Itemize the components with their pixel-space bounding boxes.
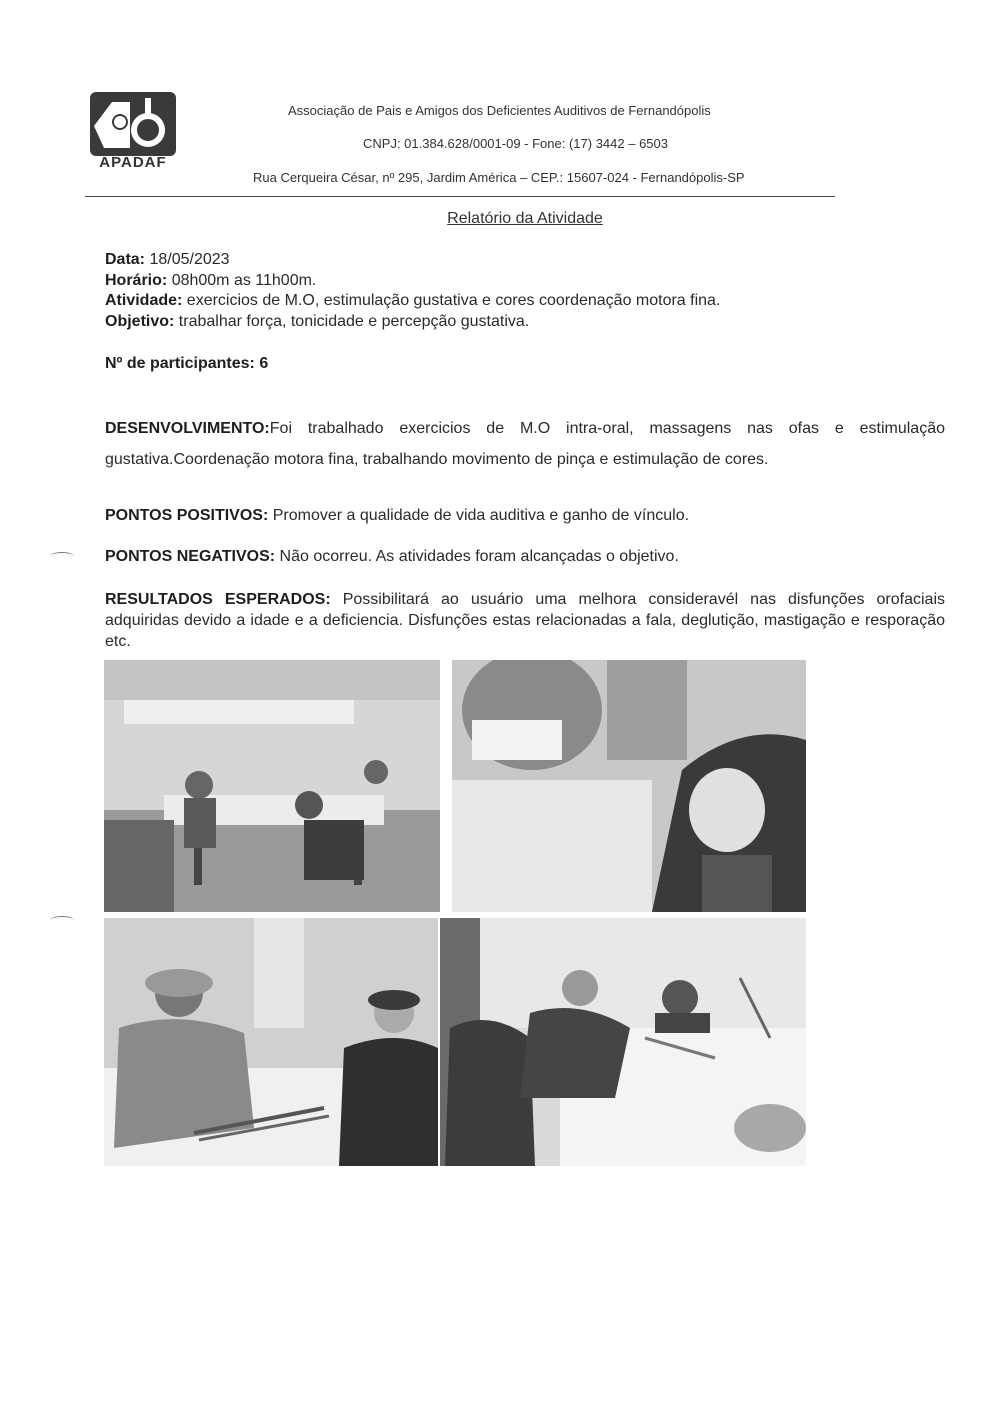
participants-label: Nº de participantes: 6 xyxy=(105,355,269,372)
development-paragraph xyxy=(105,413,945,475)
activity-label: Atividade: xyxy=(105,292,183,309)
time-line xyxy=(105,272,316,290)
address: Rua Cerqueira César, nº 295, Jardim América – CEP.: 15607-024 - Fernandópolis-SP xyxy=(253,170,745,185)
development-label: DESENVOLVIMENTO: xyxy=(105,420,270,437)
date-line xyxy=(105,251,230,269)
header-divider xyxy=(85,196,835,197)
participants-line xyxy=(105,355,268,373)
positive-points-label: PONTOS POSITIVOS: xyxy=(105,507,269,524)
activity-photo-tables xyxy=(104,660,440,912)
scan-mark xyxy=(50,552,74,561)
positive-points-paragraph xyxy=(105,507,945,525)
activity-line xyxy=(105,292,720,310)
org-name: Associação de Pais e Amigos dos Deficientes Auditivos de Fernandópolis xyxy=(288,103,711,118)
time-value: 08h00m as 11h00m. xyxy=(171,272,317,289)
scan-mark xyxy=(50,916,74,925)
date-label: Data: xyxy=(105,251,146,268)
objective-value: trabalhar força, tonicidade e percepção gustativa. xyxy=(178,313,530,330)
activity-photo-oral-exercise xyxy=(452,660,806,912)
report-title: Relatório da Atividade xyxy=(447,210,603,227)
expected-results-text: Possibilitará ao usuário uma melhora consideravél nas disfunções orofaciais adquiridas devido a idade e a deficiencia. Disfunções estas relacionadas a fala, deglutição, mastigação e resporação etc. xyxy=(105,591,945,650)
logo-emblem xyxy=(90,92,176,156)
negative-points-text: Não ocorreu. As atividades foram alcançadas o objetivo. xyxy=(279,548,679,565)
negative-points-label: PONTOS NEGATIVOS: xyxy=(105,548,276,565)
time-label: Horário: xyxy=(105,272,168,289)
positive-points-text: Promover a qualidade de vida auditiva e ganho de vínculo. xyxy=(272,507,690,524)
cnpj-phone: CNPJ: 01.384.628/0001-09 - Fone: (17) 3442 – 6503 xyxy=(363,136,668,151)
date-value: 18/05/2023 xyxy=(149,251,230,268)
activity-photo-color-sticks xyxy=(440,918,806,1166)
expected-results-label: RESULTADOS ESPERADOS: xyxy=(105,591,331,608)
apadaf-logo xyxy=(88,92,178,174)
expected-results-paragraph xyxy=(105,589,945,652)
activity-value: exercicios de M.O, estimulação gustativa e cores coordenação motora fina. xyxy=(186,292,721,309)
objective-line xyxy=(105,313,529,331)
objective-label: Objetivo: xyxy=(105,313,175,330)
activity-photo-fine-motor xyxy=(104,918,438,1166)
development-text: Foi trabalhado exercicios de M.O intra-oral, massagens nas ofas e estimulação gustativa.Coordenação motora fina, trabalhando movimento de pinça e estimulação de cores. xyxy=(105,420,945,468)
logo-text: APADAF xyxy=(99,154,167,171)
negative-points-paragraph xyxy=(105,548,945,566)
